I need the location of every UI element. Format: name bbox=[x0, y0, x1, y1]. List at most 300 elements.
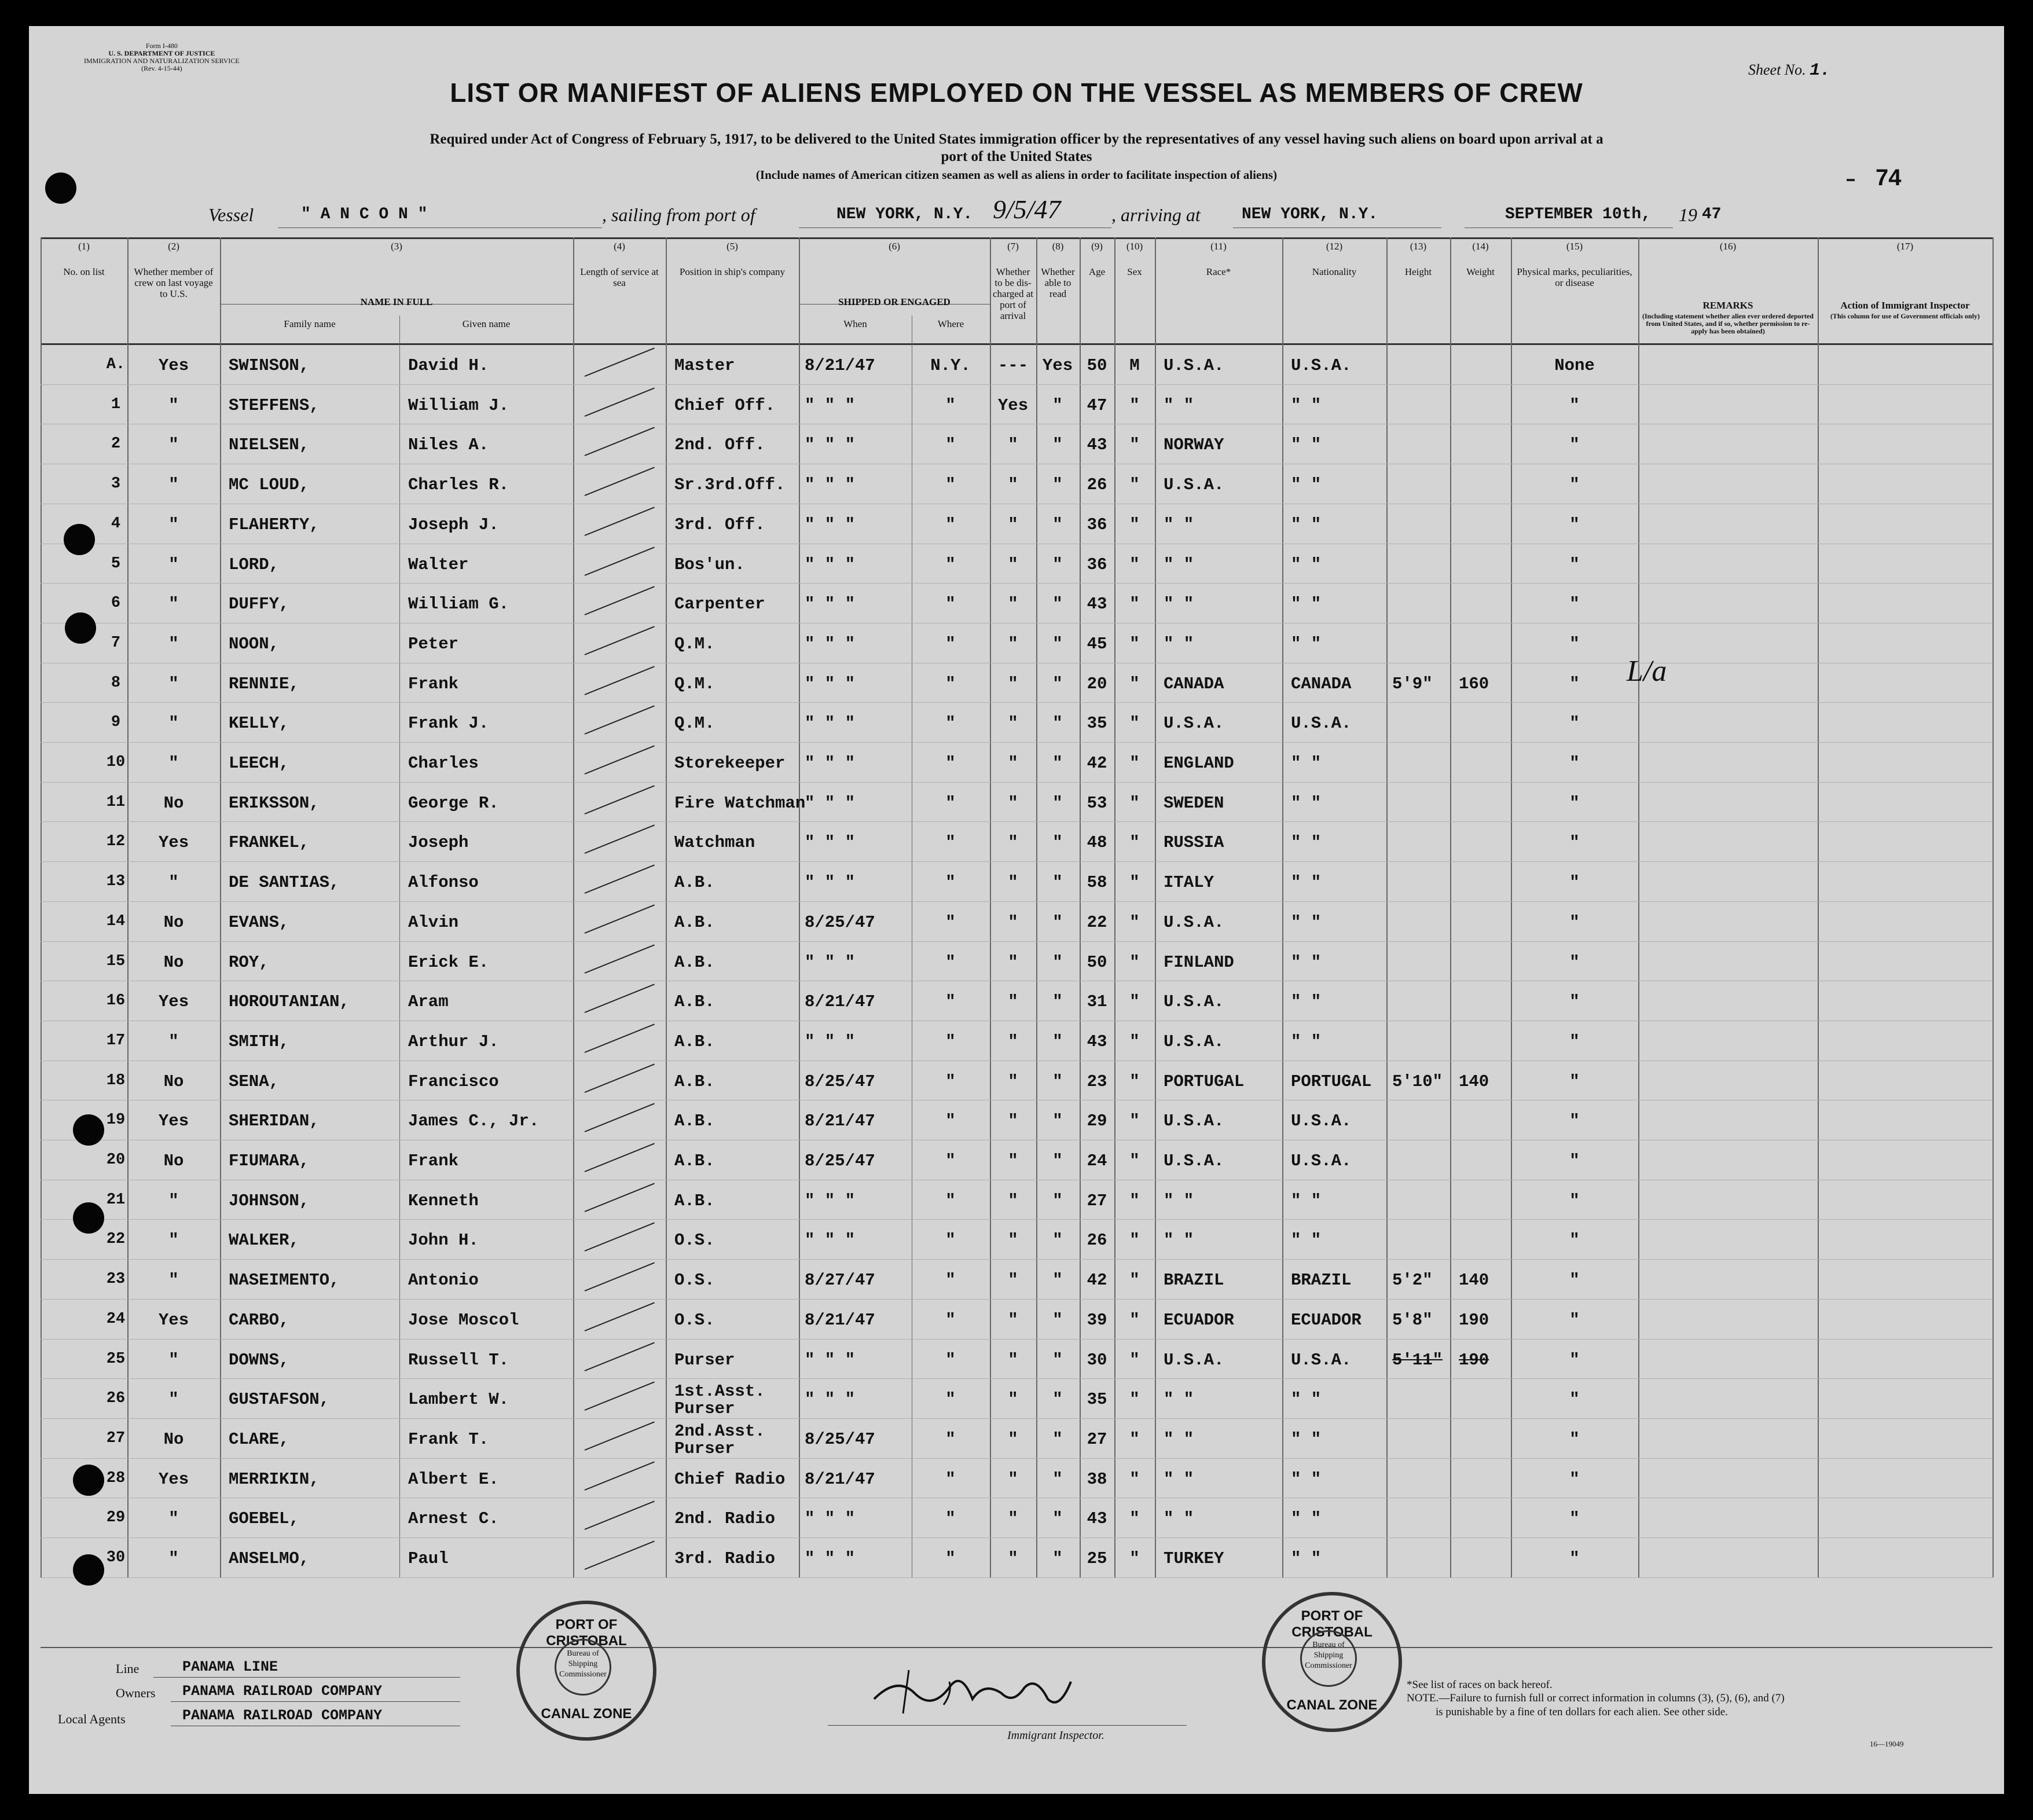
table-row bbox=[29, 1498, 2004, 1538]
column-label: Action of Immigrant Inspector bbox=[1840, 300, 1970, 311]
form-id-line: U. S. DEPARTMENT OF JUSTICE bbox=[108, 49, 215, 57]
table-row bbox=[29, 1259, 2004, 1299]
cell-no: 5 bbox=[111, 555, 121, 573]
cell-read: " bbox=[1052, 1429, 1063, 1449]
cell-when: " " " bbox=[805, 793, 856, 813]
cell-age: 45 bbox=[1087, 634, 1107, 654]
cell-disch: " bbox=[1008, 714, 1018, 733]
cell-family: GOEBEL, bbox=[229, 1509, 299, 1529]
cell-when: 8/25/47 bbox=[805, 912, 875, 932]
cell-nat: " " bbox=[1291, 1231, 1322, 1250]
cell-last: " bbox=[168, 634, 179, 654]
cell-when: 8/25/47 bbox=[805, 1072, 875, 1091]
cell-nat: U.S.A. bbox=[1291, 714, 1352, 733]
cell-no: 9 bbox=[111, 714, 121, 732]
cell-position: A.B. bbox=[674, 992, 715, 1012]
cell-when: 8/21/47 bbox=[805, 1111, 875, 1131]
cell-last: " bbox=[168, 1032, 179, 1051]
arriving-at: NEW YORK, N.Y. bbox=[1242, 206, 1378, 223]
cell-last: No bbox=[163, 912, 184, 932]
cell-given: John H. bbox=[408, 1231, 479, 1250]
pencil-tick bbox=[585, 984, 655, 1014]
column-number: (5) bbox=[726, 241, 738, 252]
cell-when: 8/21/47 bbox=[805, 356, 875, 375]
cell-race: " " bbox=[1164, 1231, 1194, 1250]
cell-height: 5'10" bbox=[1392, 1072, 1443, 1091]
cell-last: No bbox=[163, 952, 184, 972]
cell-race: " " bbox=[1164, 1469, 1194, 1489]
cell-where: " bbox=[945, 555, 956, 574]
cell-no: 16 bbox=[106, 992, 126, 1010]
cell-when: " " " bbox=[805, 1191, 856, 1210]
cell-no: 7 bbox=[111, 634, 121, 652]
cell-age: 50 bbox=[1087, 952, 1107, 972]
column-sub-note: (Including statement whether alien ever ordered deported from United States, and if so, whether permission to re-apply has been obtained) bbox=[1642, 312, 1814, 335]
cell-read: " bbox=[1052, 674, 1063, 693]
cell-family: CARBO, bbox=[229, 1310, 289, 1330]
cell-read: " bbox=[1052, 634, 1063, 654]
cell-read: " bbox=[1052, 515, 1063, 534]
subtitle-line-2: port of the United States bbox=[941, 149, 1092, 164]
port-stamp bbox=[1262, 1592, 1402, 1732]
cell-where: " bbox=[945, 634, 956, 654]
cell-given: Alfonso bbox=[408, 873, 479, 893]
cell-race: " " bbox=[1164, 1509, 1194, 1529]
pencil-tick bbox=[585, 1262, 655, 1291]
cell-no: 8 bbox=[111, 674, 121, 692]
cell-position: A.B. bbox=[674, 1191, 715, 1210]
table-row bbox=[29, 1021, 2004, 1061]
owners-label: Owners bbox=[116, 1686, 156, 1700]
cell-position: Q.M. bbox=[674, 714, 715, 733]
cell-nat: BRAZIL bbox=[1291, 1271, 1352, 1290]
cell-age: 58 bbox=[1087, 873, 1107, 893]
stamp-bottom-text: CANAL ZONE bbox=[1286, 1697, 1378, 1713]
cell-race: BRAZIL bbox=[1164, 1271, 1224, 1290]
cell-age: 22 bbox=[1087, 912, 1107, 932]
cell-given: Russell T. bbox=[408, 1350, 509, 1370]
pencil-tick bbox=[585, 507, 655, 536]
cell-read: " bbox=[1052, 1151, 1063, 1170]
cell-when: " " " bbox=[805, 435, 856, 455]
arrival-date: SEPTEMBER 10th, bbox=[1505, 206, 1652, 223]
cell-last: " bbox=[168, 754, 179, 773]
table-row bbox=[29, 623, 2004, 663]
cell-sex: " bbox=[1129, 1032, 1140, 1051]
cell-marks: " bbox=[1569, 1310, 1580, 1330]
pencil-tick bbox=[585, 546, 655, 576]
cell-nat: " " bbox=[1291, 634, 1322, 654]
cell-no: 17 bbox=[106, 1032, 126, 1050]
subtitle-line-1: Required under Act of Congress of February 5, 1917, to be delivered to the United States immigration officer by the representatives of any vessel having such aliens on board upon arrival at a bbox=[430, 131, 1603, 147]
cell-sex: " bbox=[1129, 1469, 1140, 1489]
cell-sex: " bbox=[1129, 1350, 1140, 1370]
column-sub-label: Family name bbox=[284, 318, 336, 329]
pencil-tick bbox=[585, 1023, 655, 1053]
cell-position: Storekeeper bbox=[674, 754, 786, 773]
cell-disch: " bbox=[1008, 754, 1018, 773]
cell-read: " bbox=[1052, 555, 1063, 574]
cell-when: " " " bbox=[805, 1390, 856, 1410]
cell-read: " bbox=[1052, 395, 1063, 415]
column-label: NAME IN FULL bbox=[360, 296, 433, 307]
note-text: —Failure to furnish full or correct information in columns (3), (5), (6), and (7) bbox=[1438, 1692, 1785, 1704]
cell-last: No bbox=[163, 1151, 184, 1170]
punch-hole bbox=[73, 1554, 104, 1586]
cell-disch: " bbox=[1008, 1310, 1018, 1330]
cell-position: O.S. bbox=[674, 1231, 715, 1250]
cell-marks: " bbox=[1569, 475, 1580, 495]
table-row bbox=[29, 504, 2004, 544]
cell-last: " bbox=[168, 1191, 179, 1210]
cell-family: SENA, bbox=[229, 1072, 280, 1091]
cell-family: SWINSON, bbox=[229, 356, 310, 375]
cell-given: Frank T. bbox=[408, 1429, 489, 1449]
cell-no: 22 bbox=[106, 1231, 126, 1249]
table-row bbox=[29, 1378, 2004, 1418]
cell-position: 2nd. Off. bbox=[674, 435, 765, 455]
table-row bbox=[29, 1180, 2004, 1220]
cell-disch: " bbox=[1008, 435, 1018, 455]
cell-disch: " bbox=[1008, 1072, 1018, 1091]
cell-read: " bbox=[1052, 1549, 1063, 1568]
cell-last: " bbox=[168, 873, 179, 893]
cell-position: O.S. bbox=[674, 1271, 715, 1290]
cell-when: 8/21/47 bbox=[805, 1310, 875, 1330]
cell-marks: " bbox=[1569, 1191, 1580, 1210]
cell-family: RENNIE, bbox=[229, 674, 299, 693]
cell-sex: " bbox=[1129, 1072, 1140, 1091]
table-row bbox=[29, 702, 2004, 742]
cell-nat: " " bbox=[1291, 435, 1322, 455]
cell-nat: " " bbox=[1291, 912, 1322, 932]
cell-sex: " bbox=[1129, 435, 1140, 455]
cell-last: " bbox=[168, 435, 179, 455]
table-row bbox=[29, 1061, 2004, 1100]
line-value: PANAMA LINE bbox=[182, 1658, 278, 1675]
cell-disch: " bbox=[1008, 475, 1018, 495]
line-underline bbox=[153, 1677, 460, 1678]
cell-last: " bbox=[168, 1549, 179, 1568]
pencil-tick bbox=[585, 706, 655, 735]
cell-last: No bbox=[163, 1072, 184, 1091]
cell-race: ECUADOR bbox=[1164, 1310, 1234, 1330]
column-label: No. on list bbox=[63, 266, 105, 277]
sailing-label: , sailing from port of bbox=[602, 204, 755, 225]
cell-marks: " bbox=[1569, 952, 1580, 972]
pencil-tick bbox=[585, 785, 655, 814]
cell-given: Arnest C. bbox=[408, 1509, 499, 1529]
table-row bbox=[29, 384, 2004, 424]
cell-race: U.S.A. bbox=[1164, 356, 1224, 375]
cell-disch: " bbox=[1008, 634, 1018, 654]
cell-position: Purser bbox=[674, 1350, 735, 1370]
cell-position: Q.M. bbox=[674, 634, 715, 654]
cell-age: 35 bbox=[1087, 714, 1107, 733]
table-row bbox=[29, 663, 2004, 703]
cell-sex: " bbox=[1129, 714, 1140, 733]
cell-age: 53 bbox=[1087, 793, 1107, 813]
cell-last: Yes bbox=[158, 992, 189, 1012]
column-number: (4) bbox=[614, 241, 625, 252]
cell-disch: " bbox=[1008, 1191, 1018, 1210]
cell-given: Francisco bbox=[408, 1072, 499, 1091]
cell-age: 26 bbox=[1087, 475, 1107, 495]
column-label: Physical marks, peculiarities, or disease bbox=[1517, 266, 1632, 288]
cell-given: Frank bbox=[408, 674, 459, 693]
punch-hole bbox=[65, 612, 96, 644]
cell-marks: " bbox=[1569, 435, 1580, 455]
cell-where: " bbox=[945, 1429, 956, 1449]
cell-position: A.B. bbox=[674, 912, 715, 932]
column-number: (1) bbox=[78, 241, 90, 252]
cell-race: " " bbox=[1164, 634, 1194, 654]
cell-sex: " bbox=[1129, 1549, 1140, 1568]
cell-last: Yes bbox=[158, 1469, 189, 1489]
cell-marks: " bbox=[1569, 1072, 1580, 1091]
pencil-tick bbox=[585, 864, 655, 894]
sailing-date-handwritten: 9/5/47 bbox=[993, 195, 1061, 224]
column-number: (9) bbox=[1091, 241, 1103, 252]
cell-where: " bbox=[945, 1111, 956, 1131]
cell-no: 10 bbox=[106, 754, 126, 771]
cell-where: " bbox=[945, 395, 956, 415]
pencil-tick bbox=[585, 347, 655, 377]
races-note: *See list of races on back hereof. bbox=[1407, 1679, 1553, 1691]
cell-read: Yes bbox=[1042, 356, 1073, 375]
table-row bbox=[29, 1219, 2004, 1259]
form-id-line: Form I-480 bbox=[145, 42, 178, 50]
cell-disch: " bbox=[1008, 515, 1018, 534]
pencil-tick bbox=[585, 1461, 655, 1491]
cell-sex: " bbox=[1129, 634, 1140, 654]
owners-underline bbox=[171, 1701, 460, 1702]
cell-age: 39 bbox=[1087, 1310, 1107, 1330]
cell-given: George R. bbox=[408, 793, 499, 813]
cell-family: SHERIDAN, bbox=[229, 1111, 320, 1131]
table-row bbox=[29, 464, 2004, 504]
cell-race: U.S.A. bbox=[1164, 912, 1224, 932]
cell-race: U.S.A. bbox=[1164, 992, 1224, 1012]
cell-given: David H. bbox=[408, 356, 489, 375]
cell-age: 27 bbox=[1087, 1191, 1107, 1210]
cell-race: FINLAND bbox=[1164, 952, 1234, 972]
cell-last: " bbox=[168, 555, 179, 574]
cell-nat: " " bbox=[1291, 1469, 1322, 1489]
table-row bbox=[29, 1538, 2004, 1577]
cell-nat: " " bbox=[1291, 1032, 1322, 1051]
cell-age: 42 bbox=[1087, 1271, 1107, 1290]
pencil-tick bbox=[585, 1063, 655, 1093]
cell-nat: " " bbox=[1291, 1509, 1322, 1529]
cell-read: " bbox=[1052, 912, 1063, 932]
vessel-name: " A N C O N " bbox=[301, 206, 428, 223]
cell-marks: " bbox=[1569, 555, 1580, 574]
cell-last: Yes bbox=[158, 356, 189, 375]
year-suffix: 47 bbox=[1702, 206, 1722, 223]
cell-given: Erick E. bbox=[408, 952, 489, 972]
cell-family: ANSELMO, bbox=[229, 1549, 310, 1568]
cell-family: MERRIKIN, bbox=[229, 1469, 320, 1489]
cell-when: 8/27/47 bbox=[805, 1271, 875, 1290]
cell-sex: " bbox=[1129, 1151, 1140, 1170]
cell-marks: " bbox=[1569, 395, 1580, 415]
cell-nat: " " bbox=[1291, 395, 1322, 415]
cell-weight: 190 bbox=[1459, 1310, 1489, 1330]
cell-sex: " bbox=[1129, 1310, 1140, 1330]
column-label: Age bbox=[1088, 266, 1106, 277]
column-label: SHIPPED OR ENGAGED bbox=[838, 296, 951, 307]
cell-race: ENGLAND bbox=[1164, 754, 1234, 773]
cell-given: Kenneth bbox=[408, 1191, 479, 1210]
pencil-tick bbox=[585, 825, 655, 854]
cell-disch: " bbox=[1008, 1469, 1018, 1489]
agents-value: PANAMA RAILROAD COMPANY bbox=[182, 1707, 383, 1724]
cell-disch: --- bbox=[997, 356, 1029, 375]
cell-when: " " " bbox=[805, 674, 856, 693]
cell-age: 30 bbox=[1087, 1350, 1107, 1370]
cell-family: NOON, bbox=[229, 634, 280, 654]
cell-nat: U.S.A. bbox=[1291, 356, 1352, 375]
cell-when: " " " bbox=[805, 395, 856, 415]
pencil-tick bbox=[585, 1183, 655, 1212]
cell-disch: Yes bbox=[997, 395, 1029, 415]
table-row bbox=[29, 544, 2004, 584]
cell-family: ERIKSSON, bbox=[229, 793, 320, 813]
column-label: Race* bbox=[1206, 266, 1231, 277]
cell-disch: " bbox=[1008, 952, 1018, 972]
stamp-bottom-text: CANAL ZONE bbox=[541, 1706, 632, 1722]
cell-age: 36 bbox=[1087, 555, 1107, 574]
column-label: Whether able to read bbox=[1041, 266, 1075, 299]
cell-position: Q.M. bbox=[674, 674, 715, 693]
cell-position: Watchman bbox=[674, 833, 755, 853]
cell-race: CANADA bbox=[1164, 674, 1224, 693]
cell-read: " bbox=[1052, 1350, 1063, 1370]
remarks-handwritten: L/a bbox=[1627, 655, 1667, 688]
cell-read: " bbox=[1052, 1390, 1063, 1410]
pencil-tick bbox=[585, 745, 655, 775]
cell-position: 1st.Asst. Purser bbox=[674, 1382, 765, 1419]
inspector-signature bbox=[863, 1658, 1106, 1722]
cell-marks: " bbox=[1569, 873, 1580, 893]
cell-race: U.S.A. bbox=[1164, 1032, 1224, 1051]
cell-nat: " " bbox=[1291, 952, 1322, 972]
cell-where: " bbox=[945, 1390, 956, 1410]
pencil-tick bbox=[585, 1382, 655, 1411]
cell-marks: " bbox=[1569, 992, 1580, 1012]
cell-read: " bbox=[1052, 873, 1063, 893]
pencil-tick bbox=[585, 666, 655, 695]
punch-hole bbox=[64, 524, 95, 555]
cell-marks: None bbox=[1554, 356, 1595, 375]
cell-nat: " " bbox=[1291, 1191, 1322, 1210]
cell-read: " bbox=[1052, 1032, 1063, 1051]
cell-when: " " " bbox=[805, 714, 856, 733]
vessel-label: Vessel bbox=[208, 204, 254, 225]
sailing-from: NEW YORK, N.Y. bbox=[836, 206, 973, 223]
cell-last: " bbox=[168, 714, 179, 733]
cell-position: Fire Watchman bbox=[674, 793, 806, 813]
cell-age: 43 bbox=[1087, 595, 1107, 614]
cell-where: " bbox=[945, 435, 956, 455]
cell-race: U.S.A. bbox=[1164, 1350, 1224, 1370]
inspector-label: Immigrant Inspector. bbox=[1007, 1729, 1104, 1742]
cell-where: " bbox=[945, 952, 956, 972]
table-row bbox=[29, 1100, 2004, 1140]
column-label: Whether to be dis-charged at port of arrival bbox=[992, 266, 1033, 321]
cell-marks: " bbox=[1569, 1429, 1580, 1449]
cell-age: 43 bbox=[1087, 1032, 1107, 1051]
cell-race: U.S.A. bbox=[1164, 475, 1224, 495]
cell-nat: " " bbox=[1291, 1549, 1322, 1568]
stamp-top-text: PORT OF CRISTOBAL bbox=[1291, 1608, 1373, 1640]
inspector-underline bbox=[828, 1725, 1187, 1726]
cell-last: " bbox=[168, 1509, 179, 1529]
cell-where: " bbox=[945, 1231, 956, 1250]
cell-when: " " " bbox=[805, 555, 856, 574]
cell-where: " bbox=[945, 595, 956, 614]
cell-last: " bbox=[168, 395, 179, 415]
cell-sex: " bbox=[1129, 1429, 1140, 1449]
cell-family: DUFFY, bbox=[229, 595, 289, 614]
cell-race: " " bbox=[1164, 1390, 1194, 1410]
cell-nat: " " bbox=[1291, 515, 1322, 534]
column-sub-label: When bbox=[843, 318, 867, 329]
cell-when: " " " bbox=[805, 515, 856, 534]
cell-where: " bbox=[945, 1549, 956, 1568]
penalty-note-2: is punishable by a fine of ten dollars for each alien. See other side. bbox=[1436, 1706, 1728, 1718]
cell-given: Lambert W. bbox=[408, 1390, 509, 1410]
cell-no: 1 bbox=[111, 395, 121, 413]
stamp-top-text: PORT OF CRISTOBAL bbox=[546, 1617, 627, 1649]
cell-where: N.Y. bbox=[930, 356, 971, 375]
cell-position: A.B. bbox=[674, 873, 715, 893]
cell-race: " " bbox=[1164, 1429, 1194, 1449]
cell-read: " bbox=[1052, 1509, 1063, 1529]
cell-sex: " bbox=[1129, 1509, 1140, 1529]
column-number: (13) bbox=[1410, 241, 1427, 252]
cell-position: Master bbox=[674, 356, 735, 375]
table-row bbox=[29, 1299, 2004, 1339]
column-label: Whether member of crew on last voyage to U.S. bbox=[134, 266, 214, 299]
cell-nat: CANADA bbox=[1291, 674, 1352, 693]
cell-race: " " bbox=[1164, 515, 1194, 534]
pencil-tick bbox=[585, 427, 655, 457]
cell-given: Frank J. bbox=[408, 714, 489, 733]
cell-last: " bbox=[168, 674, 179, 693]
cell-last: " bbox=[168, 515, 179, 534]
cell-given: William G. bbox=[408, 595, 509, 614]
cell-nat: ECUADOR bbox=[1291, 1310, 1362, 1330]
cell-no: 2 bbox=[111, 435, 121, 453]
cell-position: A.B. bbox=[674, 1111, 715, 1131]
cell-last: " bbox=[168, 1231, 179, 1250]
cell-no: 25 bbox=[106, 1350, 126, 1368]
cell-disch: " bbox=[1008, 1111, 1018, 1131]
column-label: Weight bbox=[1466, 266, 1495, 277]
cell-position: Chief Off. bbox=[674, 395, 776, 415]
cell-race: " " bbox=[1164, 395, 1194, 415]
cell-sex: " bbox=[1129, 475, 1140, 495]
cell-where: " bbox=[945, 873, 956, 893]
cell-no: 3 bbox=[111, 475, 121, 493]
column-number: (14) bbox=[1472, 241, 1489, 252]
penalty-note bbox=[1407, 1692, 1785, 1705]
column-number: (12) bbox=[1326, 241, 1343, 252]
cell-given: Arthur J. bbox=[408, 1032, 499, 1051]
cell-no: 11 bbox=[106, 793, 126, 811]
